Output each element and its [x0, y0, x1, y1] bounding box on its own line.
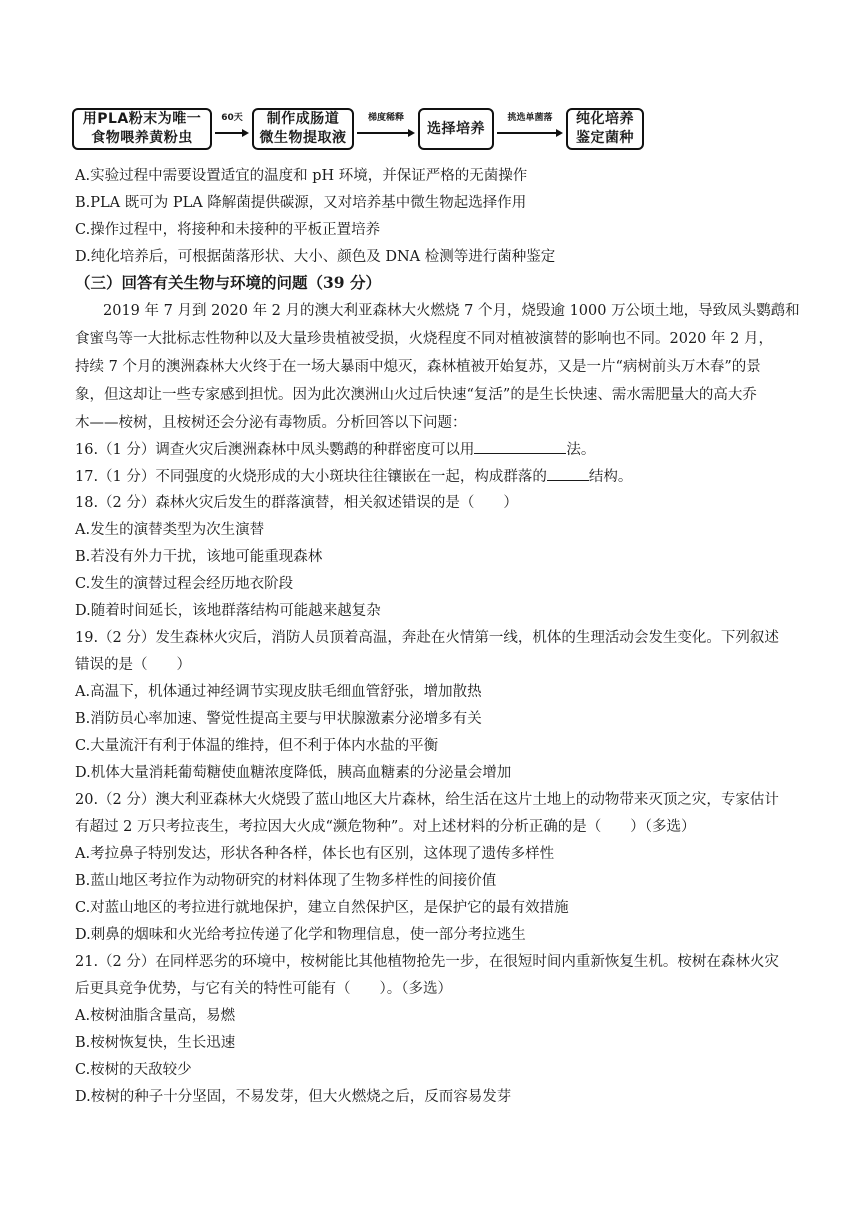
passage-line: 食蜜鸟等一大批标志性物种以及大量珍贵植被受损，火烧程度不同对植被演替的影响也不同。2020 年 2 月， — [75, 331, 773, 347]
option-a: A.发生的演替类型为次生演替 — [75, 522, 265, 538]
passage-line: 持续 7 个月的澳洲森林大火终于在一场大暴雨中熄灭，森林植被开始复苏，又是一片“病树前头万木春”的景 — [75, 359, 761, 375]
flow-step-extract — [252, 108, 354, 150]
question-17 — [75, 466, 632, 487]
flow-arrow — [214, 112, 250, 142]
option-b: B.蓝山地区考拉作为动物研究的材料体现了生物多样性的间接价值 — [75, 873, 497, 889]
option-a: A.高温下，机体通过神经调节实现皮肤毛细血管舒张，增加散热 — [75, 684, 482, 700]
flow-step-text: 食物喂养黄粉虫 — [91, 130, 193, 146]
flow-step-text: 微生物提取液 — [259, 130, 347, 146]
flow-arrow — [496, 112, 564, 142]
flow-step-feeding — [72, 108, 212, 150]
option-d: D.刺鼻的烟味和火光给考拉传递了化学和物理信息，使一部分考拉逃生 — [75, 927, 526, 943]
option-a: A.实验过程中需要设置适宜的温度和 pH 环境，并保证严格的无菌操作 — [75, 168, 528, 184]
section-heading: （三）回答有关生物与环境的问题（39 分） — [75, 273, 381, 292]
passage-line: 2019 年 7 月到 2020 年 2 月的澳大利亚森林大火燃烧 7 个月，烧毁逾 1000 万公顷土地，导致凤头鹦鹉和 — [103, 303, 800, 319]
arrow-right-icon — [496, 128, 564, 138]
flow-step-selective-culture — [418, 108, 494, 150]
option-c: C.操作过程中，将接种和未接种的平板正置培养 — [75, 222, 381, 238]
arrow-right-icon — [214, 128, 250, 138]
flow-step-purify-identify — [566, 108, 644, 150]
option-c: C.桉树的天敌较少 — [75, 1062, 192, 1078]
passage-line: 木——桉树，且桉树还会分泌有毒物质。分析回答以下问题： — [75, 415, 467, 431]
option-a: A.桉树油脂含量高，易燃 — [75, 1008, 236, 1024]
flow-step-text: 制作成肠道 — [266, 111, 340, 127]
passage-line: 象，但这却让一些专家感到担忧。因为此次澳洲山火过后快速“复活”的是生长快速、需水需肥量大的高大乔 — [75, 387, 757, 403]
option-c: C.对蓝山地区的考拉进行就地保护，建立自然保护区，是保护它的最有效措施 — [75, 900, 569, 916]
question-text: 法。 — [566, 442, 596, 458]
option-c: C.发生的演替过程会经历地衣阶段 — [75, 576, 294, 592]
experiment-flow-diagram — [72, 104, 662, 156]
flow-arrow — [356, 112, 416, 142]
flow-arrow-label: 60天 — [221, 113, 243, 123]
question-21-stem: 后更具竞争优势，与它有关的特性可能有（ ）。（多选） — [75, 981, 452, 997]
question-20-stem: 20.（2 分）澳大利亚森林大火烧毁了蓝山地区大片森林，给生活在这片土地上的动物带来灭顶之灾，专家估计 — [75, 792, 779, 808]
option-b: B.消防员心率加速、警觉性提高主要与甲状腺激素分泌增多有关 — [75, 711, 482, 727]
option-d: D.随着时间延长，该地群落结构可能越来越复杂 — [75, 603, 381, 619]
answer-blank[interactable] — [547, 466, 589, 481]
flow-arrow-label: 挑选单菌落 — [507, 113, 553, 123]
flow-step-text: 鉴定菌种 — [576, 130, 634, 146]
question-text: 16.（1 分）调查火灾后澳洲森林中凤头鹦鹉的种群密度可以用 — [75, 442, 475, 458]
question-text: 结构。 — [588, 469, 633, 485]
question-19-stem: 19.（2 分）发生森林火灾后，消防人员顶着高温，奔赴在火情第一线，机体的生理活动会发生变化。下列叙述 — [75, 630, 779, 646]
option-a: A.考拉鼻子特别发达，形状各种各样，体长也有区别，这体现了遗传多样性 — [75, 846, 555, 862]
option-c: C.大量流汗有利于体温的维持，但不利于体内水盐的平衡 — [75, 738, 439, 754]
question-18-stem: 18.（2 分）森林火灾后发生的群落演替，相关叙述错误的是（ ） — [75, 495, 518, 511]
option-d: D.纯化培养后，可根据菌落形状、大小、颜色及 DNA 检测等进行菌种鉴定 — [75, 249, 556, 265]
flow-step-text: 选择培养 — [427, 120, 485, 137]
flow-arrow-label: 梯度稀释 — [367, 113, 404, 123]
question-16 — [75, 439, 595, 460]
option-d: D.桉树的种子十分坚固，不易发芽，但大火燃烧之后，反而容易发芽 — [75, 1089, 512, 1105]
question-19-stem: 错误的是（ ） — [75, 657, 191, 673]
flow-step-text: 用PLA粉末为唯一 — [82, 111, 202, 127]
option-b: B.PLA 既可为 PLA 降解菌提供碳源，又对培养基中微生物起选择作用 — [75, 195, 527, 211]
flow-step-text: 纯化培养 — [576, 111, 634, 127]
question-21-stem: 21.（2 分）在同样恶劣的环境中，桉树能比其他植物抢先一步，在很短时间内重新恢复生机。桉树在森林火灾 — [75, 954, 779, 970]
arrow-right-icon — [356, 128, 416, 138]
question-20-stem: 有超过 2 万只考拉丧生，考拉因大火成“濒危物种”。对上述材料的分析正确的是（ ）（多选） — [75, 819, 696, 835]
answer-blank[interactable] — [474, 439, 566, 454]
option-b: B.若没有外力干扰，该地可能重现森林 — [75, 549, 323, 565]
option-b: B.桉树恢复快，生长迅速 — [75, 1035, 236, 1051]
option-d: D.机体大量消耗葡萄糖使血糖浓度降低，胰高血糖素的分泌量会增加 — [75, 765, 512, 781]
question-text: 17.（1 分）不同强度的火烧形成的大小斑块往往镶嵌在一起，构成群落的 — [75, 469, 547, 485]
